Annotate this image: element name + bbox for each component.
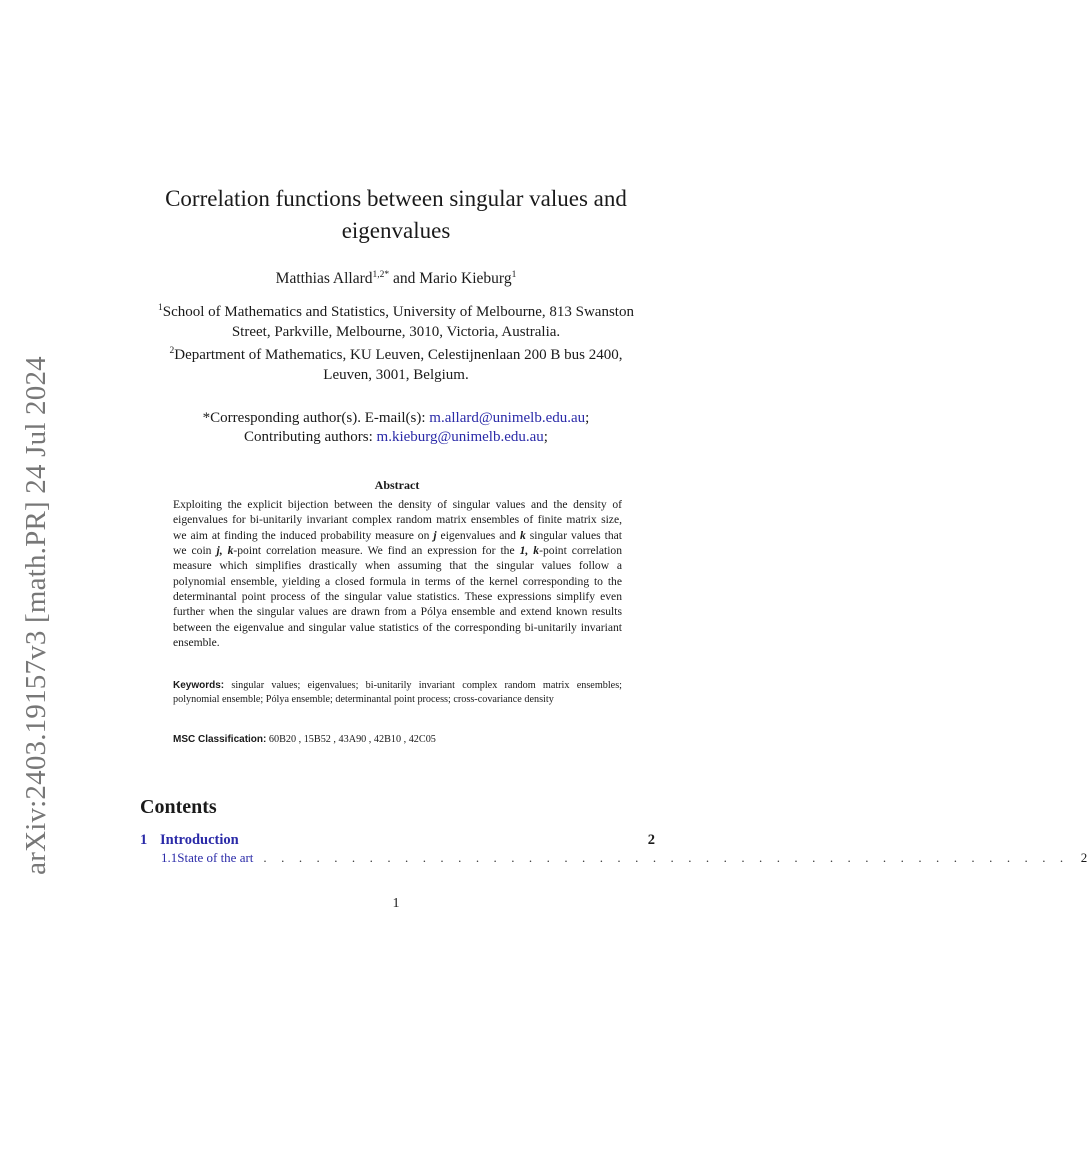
abstract-text [173,497,622,650]
affiliation-item [150,299,642,342]
page-number: 1 [392,896,400,911]
toc-dot-leader: . . . . . . . . . . . . . . . . . . . . . . . . . . . . . . . . . . . . . . . . . . . . . . [263,850,1069,865]
separator: ; [585,410,590,426]
math-symbol: j [433,528,437,542]
author-affiliation-mark: 1 [511,270,517,280]
arxiv-identifier-stamp [6,355,66,875]
abstract-fragment: Exploiting the explicit bijection between the density of singular values and the density of eigenvalues for bi-unitarily invariant complex random matrix ensembles of finite matrix size, we aim at finding the induced probability measure on [173,498,622,542]
toc-page-number: 2 [1080,850,1087,865]
keywords [173,679,622,706]
affiliation-text: School of Mathematics and Statistics, University of Melbourne, 813 Swanston Street, Parkville, Melbourne, 3010, Victoria, Australia. [162,304,634,340]
author-conjunction: and [389,270,420,288]
affiliation-mark: 2 [169,346,175,356]
affiliation-mark: 1 [158,303,163,313]
contributing-label: Contributing authors: [244,429,377,445]
abstract-fragment: -point correlation measure. We find an expression for the [233,544,520,558]
separator: ; [543,429,548,445]
toc-page-number: 2 [647,832,655,848]
toc-entry-introduction[interactable] [140,832,655,849]
msc-label: MSC Classification: [173,734,267,745]
author-name: Mario Kieburg [419,270,512,288]
toc-number: 1 [140,832,148,848]
paper-title: Correlation functions between singular values and eigenvalues [165,186,627,243]
toc-entry-state-of-the-art[interactable] [140,850,1087,866]
abstract-heading: Abstract [374,478,420,492]
correspondence [150,409,642,447]
toc-link-state-of-the-art[interactable]: State of the art [177,850,254,865]
author-affiliation-mark: 1,2* [372,270,390,280]
contributing-email-link[interactable]: m.kieburg@unimelb.edu.au [376,429,544,445]
abstract-fragment: singular values that we coin [173,528,622,558]
msc-codes: 60B20 , 15B52 , 43A90 , 42B10 , 42C05 [266,734,436,745]
author-line [140,270,652,288]
corresponding-email-link[interactable]: m.allard@unimelb.edu.au [429,410,586,426]
abstract-fragment: eigenvalues and [436,528,520,542]
author-name: Matthias Allard [275,270,373,288]
math-symbol: 1, k [519,544,540,558]
abstract-fragment: -point correlation measure which simplifies drastically when assuming that the singular values follow a polynomial ensemble, yielding a closed formula in terms of the kernel corresponding to the determinantal point process of the singular value statistics. These expressions simplify even further when the singular values are drawn from a Pólya ensemble and extend known results between the eigenvalue and singular value statistics of the corresponding bi-unitarily invariant ensemble. [173,544,623,650]
math-symbol: j, k [216,544,234,558]
contributing-author-line [150,428,642,447]
arxiv-stamp-text: arXiv:2403.19157v3 [math.PR] 24 Jul 2024 [19,355,52,875]
toc-link-introduction[interactable]: Introduction [160,832,239,848]
corresponding-author-line [150,409,642,428]
toc-number: 1.1 [161,850,178,865]
affiliation-item [150,342,642,385]
math-symbol: k [519,528,526,542]
keywords-text: singular values; eigenvalues; bi-unitarily invariant complex random matrix ensembles; polynomial ensemble; Pólya ensemble; determinantal point process; cross-covariance density [173,680,622,705]
keywords-label: Keywords: [173,680,225,691]
msc-classification [173,733,622,747]
affiliation-text: Department of Mathematics, KU Leuven, Celestijnenlaan 200 B bus 2400, Leuven, 3001, Belgium. [174,347,623,383]
affiliations [150,299,642,385]
corresponding-label: *Corresponding author(s). E-mail(s): [202,410,430,426]
contents-heading: Contents [140,796,217,818]
